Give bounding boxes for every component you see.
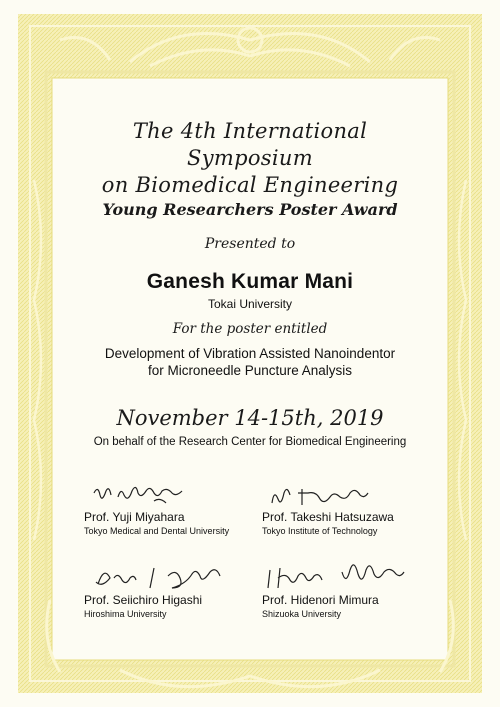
- signatory-1: [84, 479, 284, 536]
- signature-higashi: [84, 562, 244, 592]
- poster-title-line-2: for Microneedle Puncture Analysis: [147, 363, 353, 378]
- certificate-content: [60, 118, 440, 448]
- recipient-name: Ganesh Kumar Mani: [146, 270, 354, 293]
- poster-title: [60, 345, 440, 379]
- signatory-1-name: Prof. Yuji Miyahara: [84, 510, 185, 524]
- signatory-2-institution: Tokyo Institute of Technology: [262, 526, 378, 536]
- event-date: November 14-15th, 2019: [116, 406, 384, 430]
- signatory-4: [262, 562, 462, 619]
- signature-hatsuzawa: [262, 479, 412, 509]
- title-line-3: on Biomedical Engineering: [101, 173, 399, 197]
- on-behalf-line: On behalf of the Research Center for Biomedical Engineering: [93, 436, 407, 448]
- signatory-2: [262, 479, 462, 536]
- award-name: Young Researchers Poster Award: [102, 200, 398, 219]
- signature-miyahara: [84, 479, 234, 509]
- signatory-3-name: Prof. Seiichiro Higashi: [84, 593, 203, 607]
- title-line-1: The 4th International: [132, 119, 368, 143]
- signature-mimura: [262, 562, 432, 592]
- signatory-3-institution: Hiroshima University: [84, 609, 167, 619]
- signatory-4-institution: Shizuoka University: [262, 609, 342, 619]
- signatory-3: [84, 562, 284, 619]
- signatory-1-institution: Tokyo Medical and Dental University: [84, 526, 230, 536]
- for-poster-label: For the poster entitled: [172, 321, 328, 337]
- signatory-4-name: Prof. Hidenori Mimura: [262, 593, 379, 607]
- title-line-2: Symposium: [187, 146, 313, 170]
- recipient-affiliation: Tokai University: [207, 297, 293, 311]
- presented-to: Presented to: [204, 236, 296, 252]
- poster-title-line-1: Development of Vibration Assisted Nanoindentor: [104, 346, 396, 361]
- signatory-2-name: Prof. Takeshi Hatsuzawa: [262, 510, 394, 524]
